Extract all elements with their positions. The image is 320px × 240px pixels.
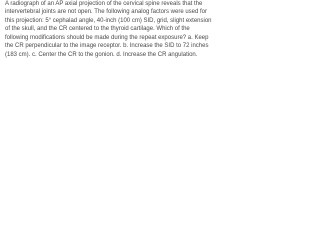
question-card [0, 0, 213, 88]
question-text: A radiograph of an AP axial projection of the cervical spine reveals that the intervertebral joints are not open. The following analog factors were used for this projection: 5° cephalad angle, 40-inch (100 cm) SID, grid, slight extension of the skull, and the CR centered to the thyroid cartilage. Which of the following modifications should be made during the repeat exposure? a. Keep the CR perpendicular to the image receptor. b. Increase the SID to 72 inches (183 cm). c. Center the CR to the gonion. d. Increase the CR angulation. [5, 1, 212, 58]
